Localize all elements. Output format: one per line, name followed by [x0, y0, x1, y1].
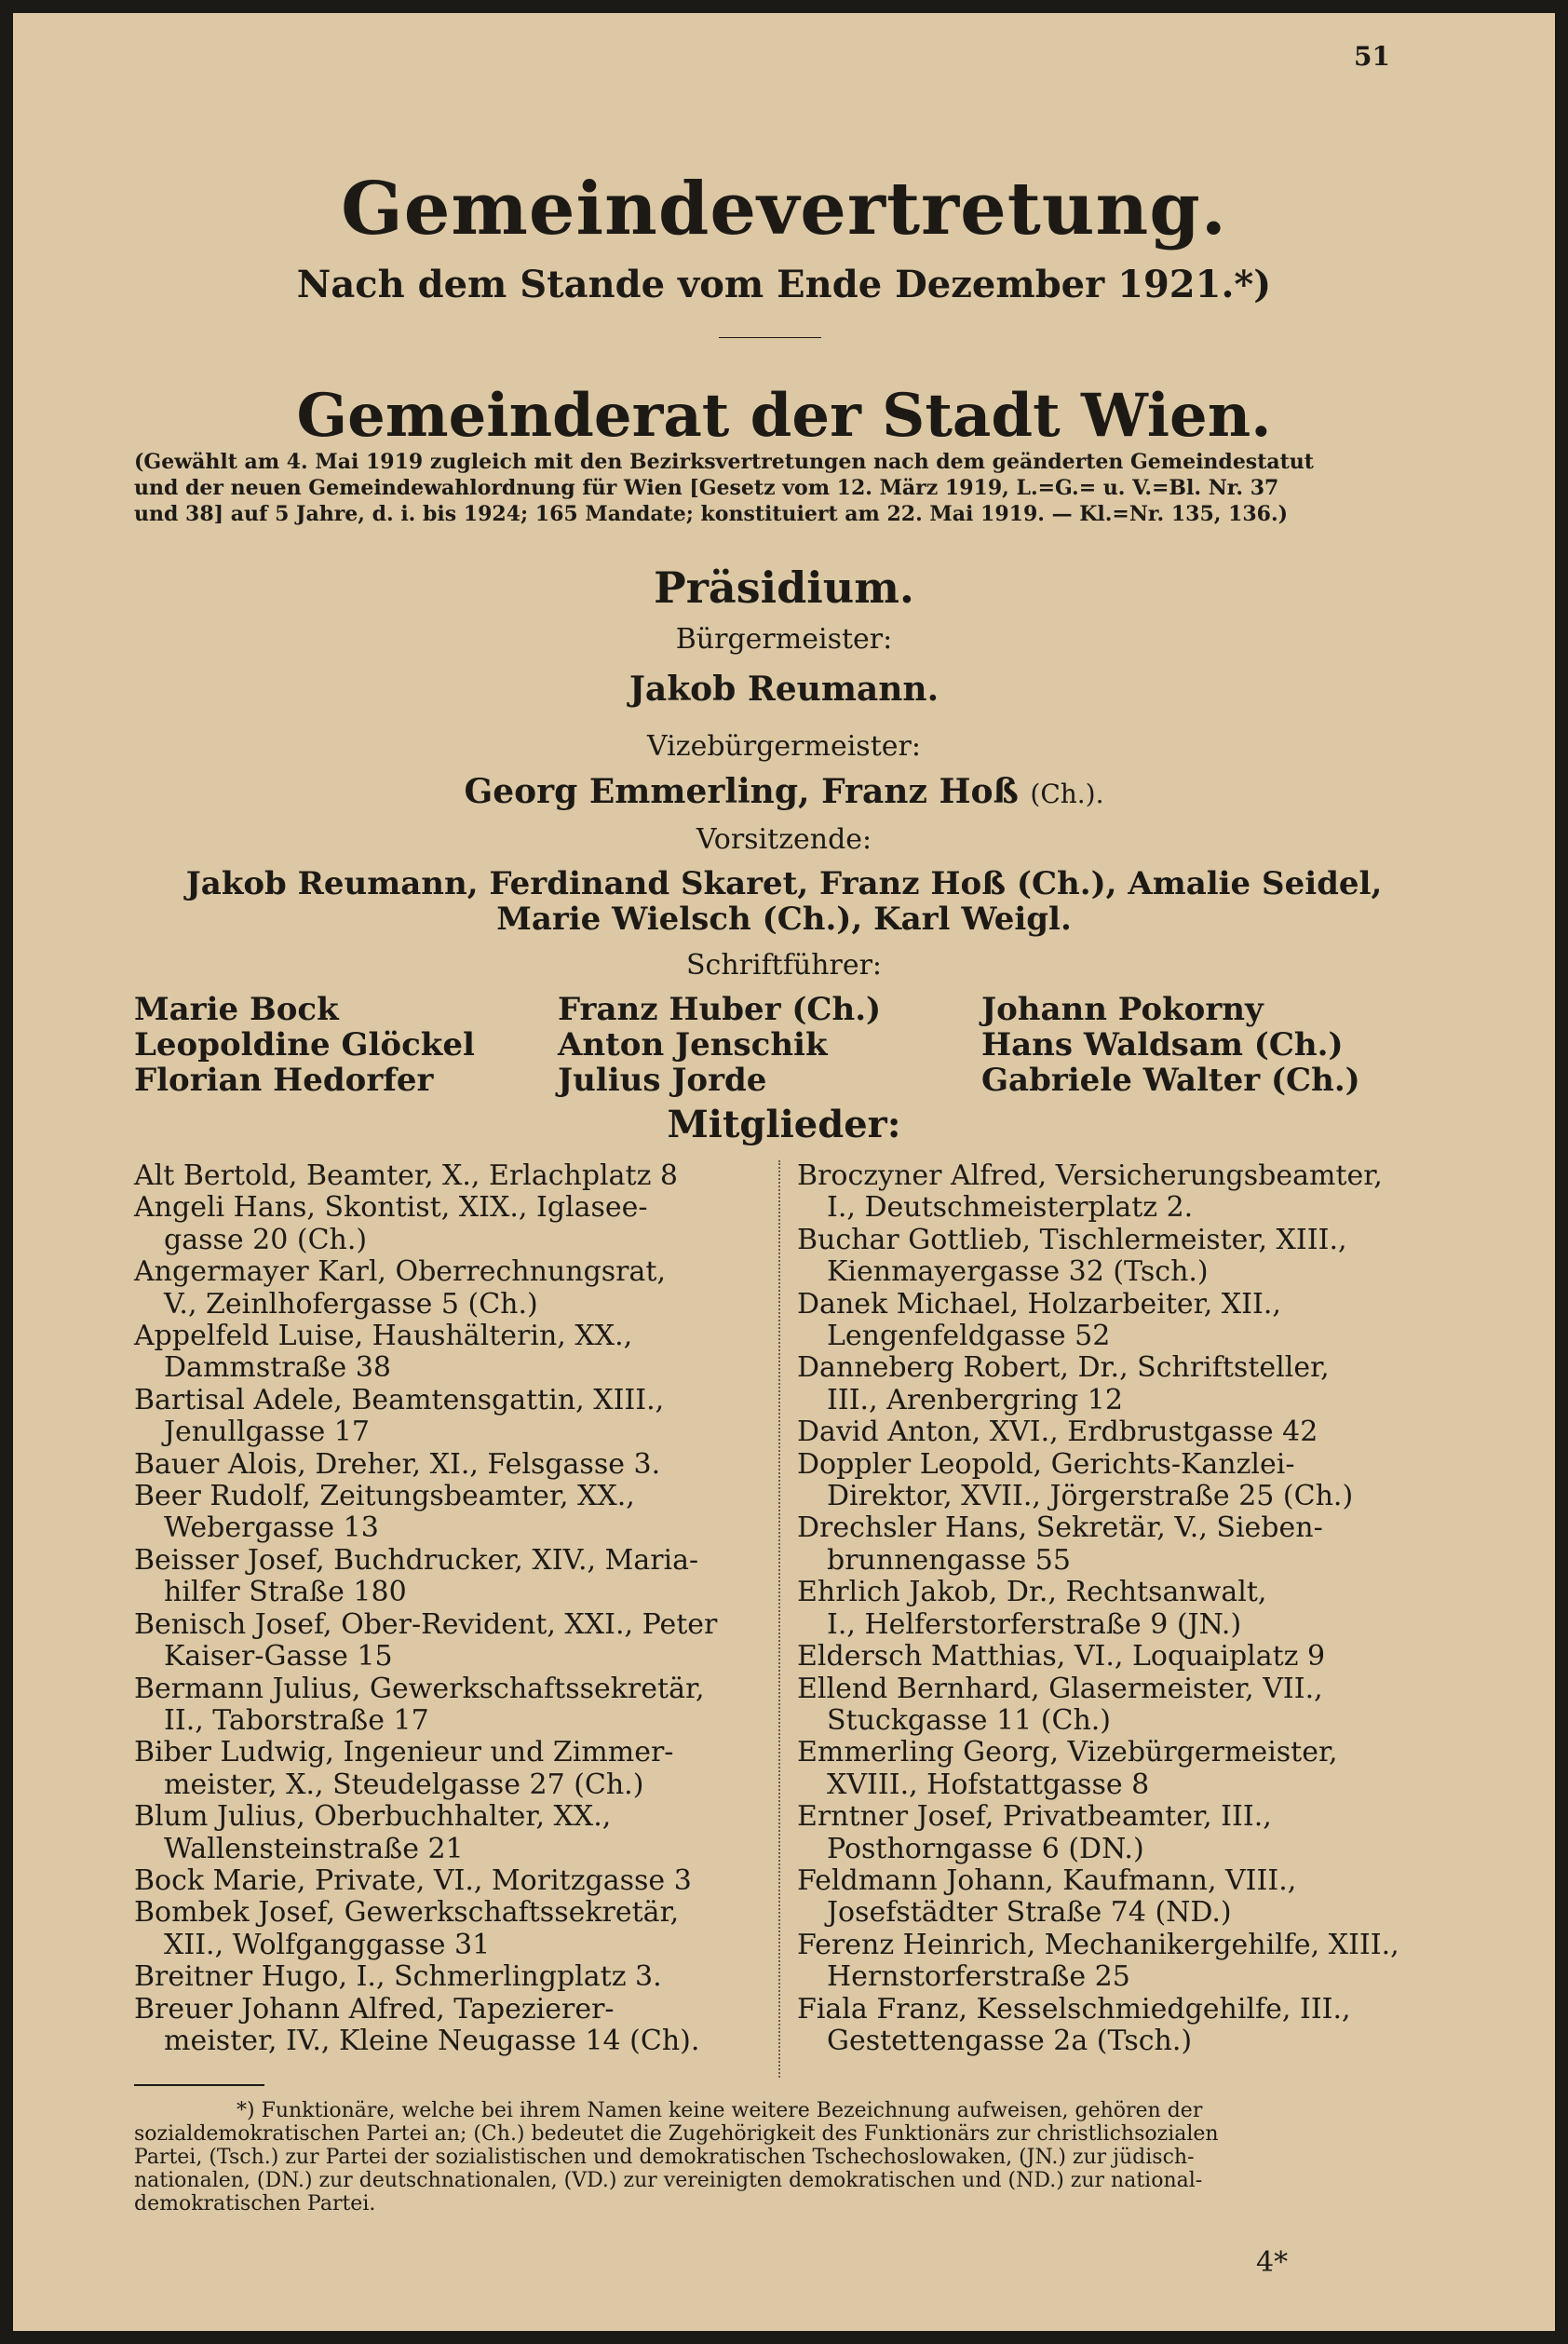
- secretary-name: Julius Jorde: [558, 1062, 767, 1099]
- member-entry: Ellend Bernhard, Glasermeister, VII., Stuckgasse 11 (Ch.): [797, 1672, 1323, 1737]
- mayor-name: Jakob Reumann.: [629, 670, 939, 709]
- member-entry: Bartisal Adele, Beamtensgattin, XIII., Jenullgasse 17: [134, 1383, 665, 1449]
- member-entry: Alt Bertold, Beamter, X., Erlachplatz 8: [134, 1159, 679, 1192]
- member-entry: Benisch Josef, Ober-Revident, XXI., Peter Kaiser-Gasse 15: [134, 1607, 718, 1673]
- member-entry: Breitner Hugo, I., Schmerlingplatz 3.: [134, 1960, 662, 1994]
- footnote-line: Partei, (Tsch.) zur Partei der sozialistischen und demokratischen Tschechoslowaken, (JN.) zur jüdisch-: [134, 2146, 1195, 2169]
- mayor-label: Bürgermeister:: [675, 623, 893, 656]
- secretary-name: Florian Hedorfer: [134, 1062, 434, 1099]
- chairs-line: Marie Wielsch (Ch.), Karl Weigl.: [496, 901, 1072, 938]
- secretary-name: Anton Jenschik: [558, 1026, 828, 1064]
- intro-paragraph: [134, 449, 1400, 527]
- chairs-label: Vorsitzende:: [696, 823, 872, 856]
- presidium-heading: Präsidium.: [654, 562, 914, 613]
- intro-line: (Gewählt am 4. Mai 1919 zugleich mit den Bezirksvertretungen nach dem geänderten Gemeindestatut: [134, 450, 1314, 474]
- member-entry: Appelfeld Luise, Haushälterin, XX., Dammstraße 38: [134, 1320, 633, 1385]
- member-entry: Blum Julius, Oberbuchhalter, XX., Wallensteinstraße 21: [134, 1800, 612, 1865]
- secretary-name: Hans Waldsam (Ch.): [981, 1026, 1344, 1064]
- vice-mayor-label: Vizebürgermeister:: [647, 730, 921, 763]
- member-entry: Danneberg Robert, Dr., Schriftsteller, III., Arenbergring 12: [797, 1351, 1330, 1416]
- member-entry: Emmerling Georg, Vizebürgermeister, XVIII., Hofstattgasse 8: [797, 1736, 1338, 1801]
- footnote-line: *) Funktionäre, welche bei ihrem Namen keine weitere Bezeichnung aufweisen, gehören der: [237, 2099, 1203, 2122]
- council-title: Gemeinderat der Stadt Wien.: [296, 381, 1272, 451]
- members-right-column: [797, 1160, 1421, 2057]
- member-entry: Ferenz Heinrich, Mechanikergehilfe, XIII., Hernstorferstraße 25: [797, 1928, 1399, 1994]
- page-title: Gemeindevertretung.: [341, 167, 1227, 251]
- member-entry: David Anton, XVI., Erdbrustgasse 42: [797, 1416, 1318, 1449]
- member-entry: Eldersch Matthias, VI., Loquaiplatz 9: [797, 1640, 1326, 1673]
- member-entry: Bauer Alois, Dreher, XI., Felsgasse 3.: [134, 1447, 661, 1481]
- intro-line: und 38] auf 5 Jahre, d. i. bis 1924; 165 Mandate; konstituiert am 22. Mai 1919. — Kl.=Nr. 135, 136.): [134, 502, 1289, 526]
- title-divider: [719, 337, 821, 338]
- document-page: [13, 13, 1555, 2331]
- secretary-name: Franz Huber (Ch.): [558, 991, 882, 1028]
- vice-mayor-names: [13, 772, 1555, 811]
- page-subtitle: Nach dem Stande vom Ende Dezember 1921.*): [296, 263, 1272, 306]
- footnote: [134, 2099, 1410, 2215]
- member-entry: Bombek Josef, Gewerkschaftssekretär, XII., Wolfganggasse 31: [134, 1896, 680, 1961]
- member-entry: Breuer Johann Alfred, Tapezierer- meister, IV., Kleine Neugasse 14 (Ch).: [134, 1992, 700, 2057]
- secretary-name: Johann Pokorny: [981, 991, 1264, 1028]
- signature-mark: 4*: [1256, 2246, 1289, 2279]
- column-divider: [778, 1160, 781, 2078]
- vice-mayor-list: Georg Emmerling, Franz Hoß: [464, 772, 1019, 811]
- member-entry: Buchar Gottlieb, Tischlermeister, XIII., Kienmayergasse 32 (Tsch.): [797, 1223, 1347, 1289]
- member-entry: Ehrlich Jakob, Dr., Rechtsanwalt, I., Helferstorferstraße 9 (JN.): [797, 1576, 1267, 1641]
- member-entry: Fiala Franz, Kesselschmiedgehilfe, III., Gestettengasse 2a (Tsch.): [797, 1992, 1351, 2057]
- secretary-name: Gabriele Walter (Ch.): [981, 1062, 1360, 1099]
- member-entry: Angeli Hans, Skontist, XIX., Iglasee- gasse 20 (Ch.): [134, 1191, 648, 1256]
- footnote-line: sozialdemokratischen Partei an; (Ch.) bedeutet die Zugehörigkeit des Funktionärs zur christlichsozialen: [134, 2122, 1219, 2146]
- page-number: 51: [1354, 41, 1390, 72]
- member-entry: Danek Michael, Holzarbeiter, XII., Lengenfeldgasse 52: [797, 1287, 1281, 1353]
- member-entry: Bermann Julius, Gewerkschaftssekretär, II., Taborstraße 17: [134, 1672, 705, 1737]
- members-heading: Mitglieder:: [667, 1103, 901, 1146]
- intro-line: und der neuen Gemeindewahlordnung für Wien [Gesetz vom 12. März 1919, L.=G.= u. V.=Bl. Nr. 37: [134, 476, 1279, 500]
- member-entry: Beer Rudolf, Zeitungsbeamter, XX., Webergasse 13: [134, 1480, 635, 1545]
- member-entry: Erntner Josef, Privatbeamter, III., Posthorngasse 6 (DN.): [797, 1800, 1272, 1865]
- footnote-line: nationalen, (DN.) zur deutschnationalen, (VD.) zur vereinigten demokratischen und (ND.) zur national-: [134, 2169, 1203, 2192]
- footnote-line: demokratischen Partei.: [134, 2192, 376, 2215]
- member-entry: Angermayer Karl, Oberrechnungsrat, V., Zeinlhofergasse 5 (Ch.): [134, 1255, 666, 1321]
- vice-mayor-party: (Ch.).: [1030, 779, 1104, 809]
- member-entry: Feldmann Johann, Kaufmann, VIII., Josefstädter Straße 74 (ND.): [797, 1863, 1297, 1930]
- chairs-line: Jakob Reumann, Ferdinand Skaret, Franz Hoß (Ch.), Amalie Seidel,: [185, 865, 1383, 902]
- member-entry: Biber Ludwig, Ingenieur und Zimmer- meister, X., Steudelgasse 27 (Ch.): [134, 1736, 674, 1801]
- member-entry: Drechsler Hans, Sekretär, V., Sieben- brunnengasse 55: [797, 1511, 1323, 1577]
- member-entry: Broczyner Alfred, Versicherungsbeamter, I., Deutschmeisterplatz 2.: [797, 1159, 1383, 1225]
- secretary-name: Leopoldine Glöckel: [134, 1026, 475, 1064]
- secretaries-label: Schriftführer:: [685, 949, 883, 982]
- member-entry: Beisser Josef, Buchdrucker, XIV., Maria- hilfer Straße 180: [134, 1543, 699, 1609]
- members-left-column: [134, 1160, 758, 2057]
- footnote-rule: [134, 2084, 264, 2086]
- member-entry: Doppler Leopold, Gerichts-Kanzlei- Direktor, XVII., Jörgerstraße 25 (Ch.): [797, 1447, 1354, 1513]
- secretary-name: Marie Bock: [134, 991, 339, 1028]
- member-entry: Bock Marie, Private, VI., Moritzgasse 3: [134, 1863, 692, 1897]
